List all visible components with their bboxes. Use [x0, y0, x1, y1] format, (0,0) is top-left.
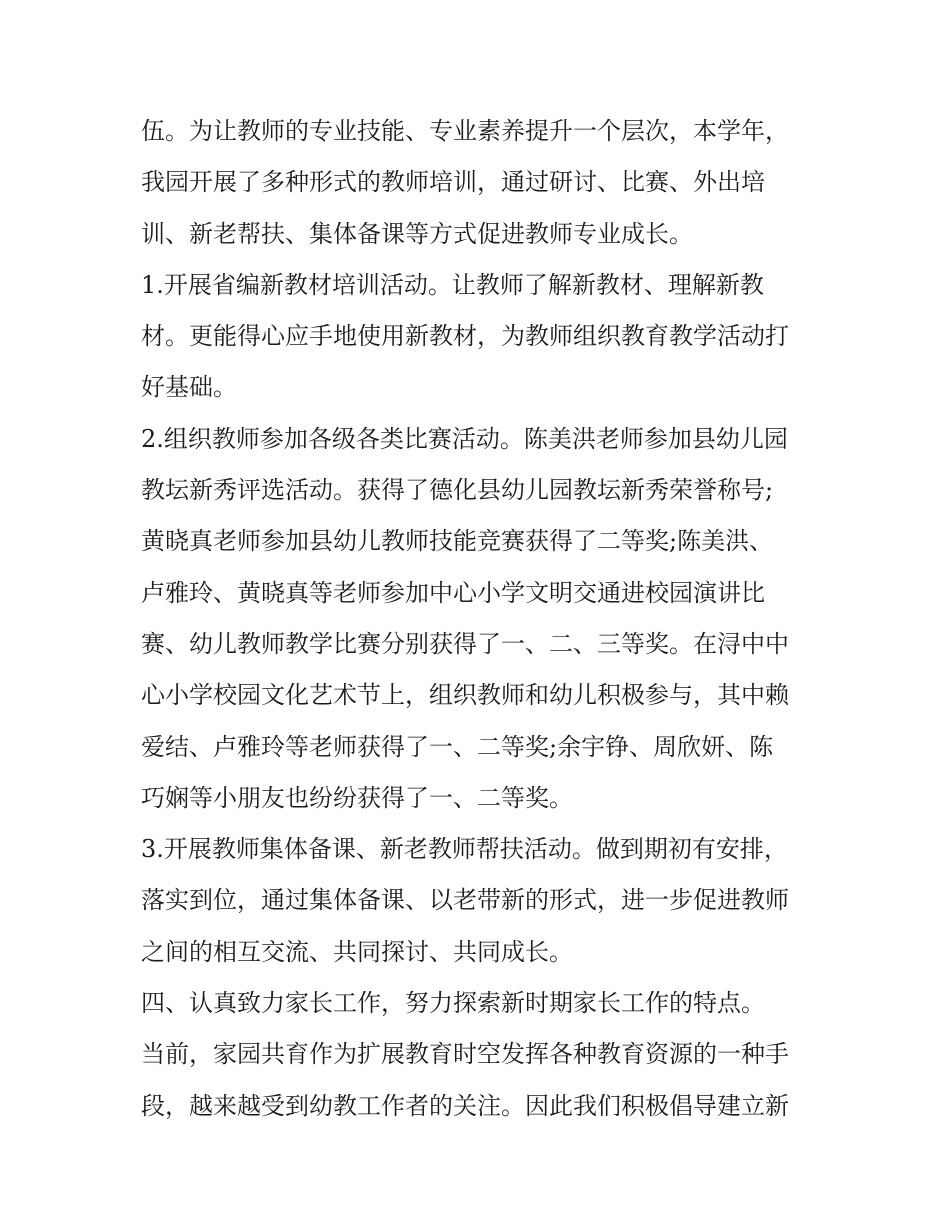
text-line: 巧娴等小朋友也纷纷获得了一、二等奖。	[141, 783, 573, 812]
text-line: 段，越来越受到幼教工作者的关注。因此我们积极倡导建立新	[141, 1091, 789, 1120]
text-line: 2.组织教师参加各级各类比赛活动。陈美洪老师参加县幼儿园	[141, 424, 788, 453]
text-line: 之间的相互交流、共同探讨、共同成长。	[141, 937, 573, 966]
text-line: 材。更能得心应手地使用新教材，为教师组织教育教学活动打	[141, 322, 789, 351]
text-line: 赛、幼儿教师教学比赛分别获得了一、二、三等奖。在浔中中	[141, 629, 789, 658]
text-line: 黄晓真老师参加县幼儿教师技能竞赛获得了二等奖;陈美洪、	[141, 527, 774, 556]
text-line: 好基础。	[141, 373, 237, 402]
text-line: 当前，家园共育作为扩展教育时空发挥各种教育资源的一种手	[141, 1040, 789, 1069]
text-line: 训、新老帮扶、集体备课等方式促进教师专业成长。	[141, 219, 693, 248]
text-line: 1.开展省编新教材培训活动。让教师了解新教材、理解新教	[141, 270, 764, 299]
text-line: 我园开展了多种形式的教师培训，通过研讨、比赛、外出培	[141, 168, 765, 197]
text-line: 心小学校园文化艺术节上，组织教师和幼儿积极参与，其中赖	[141, 681, 789, 710]
text-line: 爱结、卢雅玲等老师获得了一、二等奖;余宇铮、周欣妍、陈	[141, 732, 774, 761]
text-line: 四、认真致力家长工作，努力探索新时期家长工作的特点。	[141, 989, 765, 1018]
text-line: 3.开展教师集体备课、新老教师帮扶活动。做到期初有安排，	[141, 835, 788, 864]
text-line: 落实到位，通过集体备课、以老带新的形式，进一步促进教师	[141, 886, 789, 915]
text-line: 卢雅玲、黄晓真等老师参加中心小学文明交通进校园演讲比	[141, 578, 765, 607]
text-line: 教坛新秀评选活动。获得了德化县幼儿园教坛新秀荣誉称号;	[141, 476, 774, 505]
text-line: 伍。为让教师的专业技能、专业素养提升一个层次，本学年，	[141, 117, 789, 145]
body-text	[141, 106, 813, 1132]
